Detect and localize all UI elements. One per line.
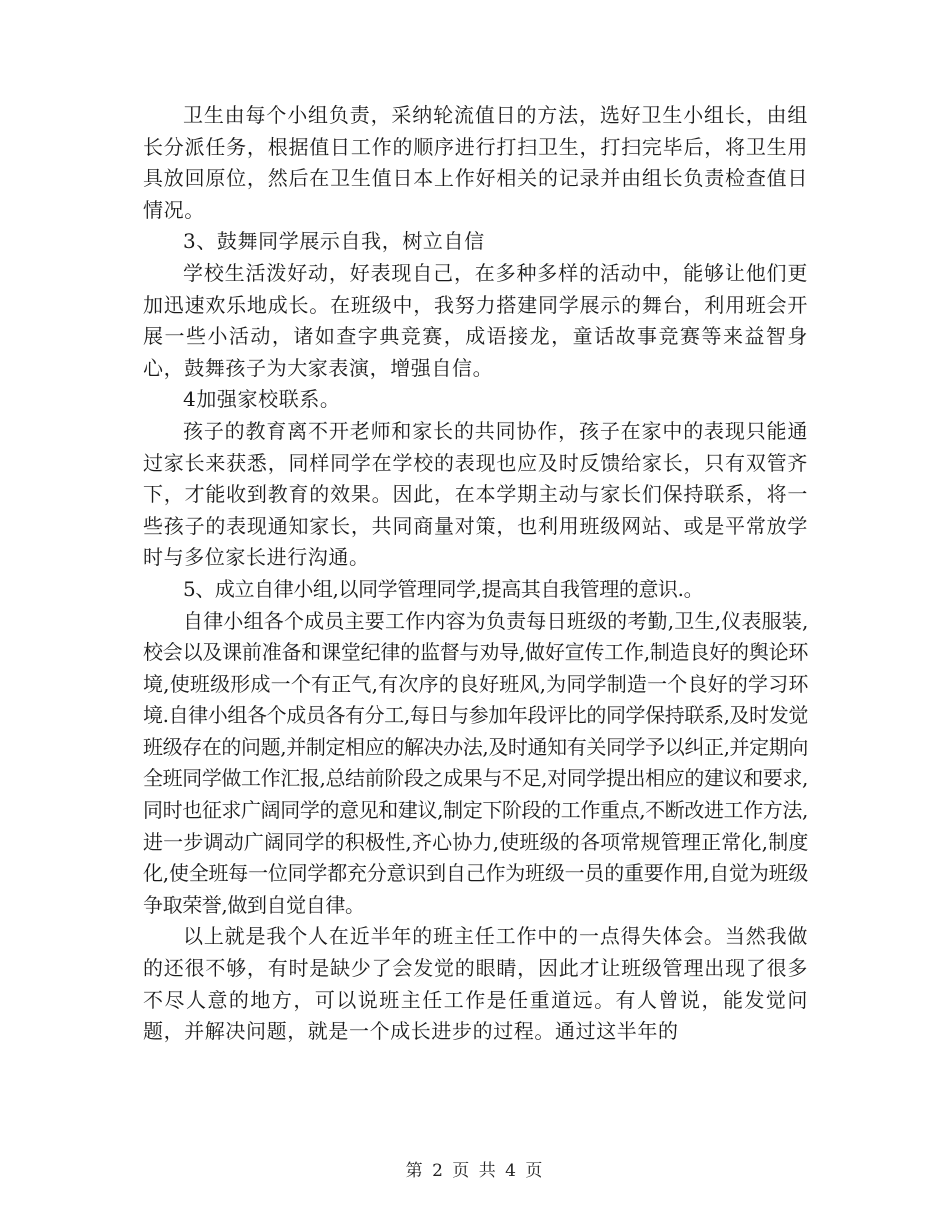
paragraph-activities: 学校生活泼好动，好表现自己，在多种多样的活动中，能够让他们更加迅速欢乐地成长。在班级中，我努力搭建同学展示的舞台，利用班会开展一些小活动，诸如查字典竞赛，成语接龙，童话故事竞赛等来益智身心，鼓舞孩子为大家表演，增强自信。 [143,260,808,380]
paragraph-hygiene-duty: 卫生由每个小组负责，采纳轮流值日的方法，选好卫生小组长，由组长分派任务，根据值日工作的顺序进行打扫卫生，打扫完毕后，将卫生用具放回原位，然后在卫生值日本上作好相关的记录并由组长负责检查值日情况。 [143,103,808,222]
heading-encourage-self-display: 3、鼓舞同学展示自我，树立自信 [183,229,485,254]
paragraph-conclusion: 以上就是我个人在近半年的班主任工作中的一点得失体会。当然我做的还很不够，有时是缺少了会发觉的眼睛，因此才让班级管理出现了很多不尽人意的地方，可以说班主任工作是任重道远。有人曾说，能发觉问题，并解决问题，就是一个成长进步的过程。通过这半年的 [143,924,808,1044]
document-body [143,100,808,1048]
page-number-footer: 第 2 页 共 4 页 [405,1161,545,1181]
heading-self-discipline-group: 5、成立自律小组,以同学管理同学,提高其自我管理的意识.。 [183,576,704,601]
paragraph-self-discipline-duties: 自律小组各个成员主要工作内容为负责每日班级的考勤,卫生,仪表服装,校会以及课前准备和课堂纪律的监督与劝导,做好宣传工作,制造良好的舆论环境,使班级形成一个有正气,有次序的良好班风,为同学制造一个良好的学习环境.自律小组各个成员各有分工,每日与参加年段评比的同学保持联系,及时发觉班级存在的问题,并制定相应的解决办法,及时通知有关同学予以纠正,并定期向全班同学做工作汇报,总结前阶段之成果与不足,对同学提出相应的建议和要求,同时也征求广阔同学的意见和建议,制定下阶段的工作重点,不断改进工作方法,进一步调动广阔同学的积极性,齐心协力,使班级的各项常规管理正常化,制度化,使全班每一位同学都充分意识到自己作为班级一员的重要作用,自觉为班级争取荣誉,做到自觉自律。 [143,608,808,917]
paragraph-parent-cooperation: 孩子的教育离不开老师和家长的共同协作，孩子在家中的表现只能通过家长来获悉，同样同学在学校的表现也应及时反馈给家长，只有双管齐下，才能收到教育的效果。因此，在本学期主动与家长们保持联系，将一些孩子的表现通知家长，共同商量对策，也利用班级网站、或是平常放学时与多位家长进行沟通。 [143,418,808,570]
heading-home-school-contact: 4加强家校联系。 [183,387,341,412]
